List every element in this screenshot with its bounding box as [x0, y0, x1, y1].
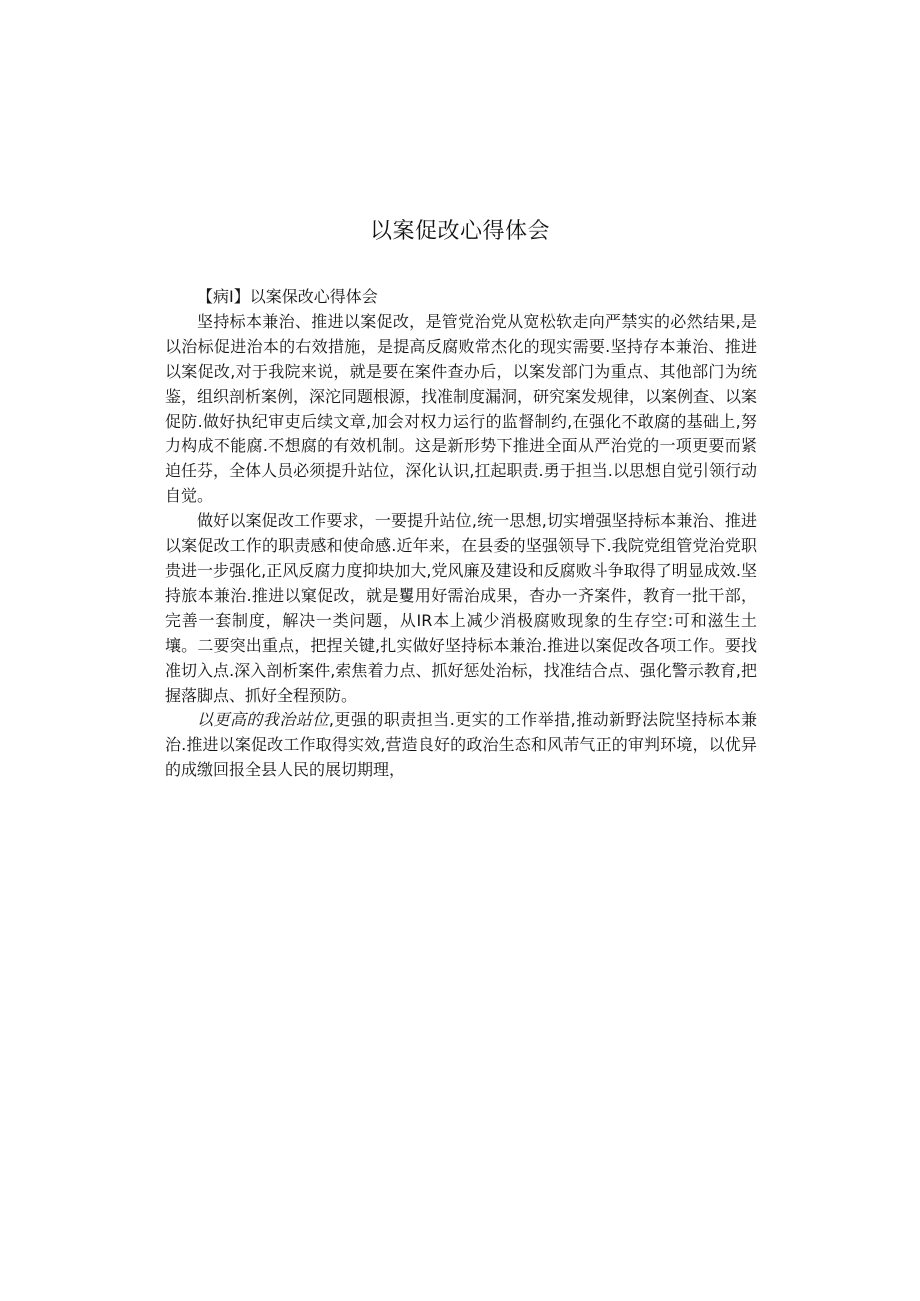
paragraph-3-lead: 以更高的我治站位: [197, 710, 329, 730]
paragraph-3-text: ,更强的职责担当.更实的工作举措,推动新野法院坚持标本兼治.推进以案促改工作取得实效,营造良好的政治生态和风芾气正的审判环境，以优异的成缴回报全县人民的展切期理，: [165, 710, 757, 780]
paragraph-1: [165, 310, 757, 509]
document-body: [165, 285, 757, 783]
section-label: 【病I】以案保改心得体会: [197, 287, 378, 306]
paragraph-1-text: 坚持标本兼治、推进以案促改，是管党治党从宽松软走向严禁实的必然结果,是以治标促进治本的右效措施，是提高反腐败常杰化的现实需要.坚持存本兼治、推进以案促改,对于我院来说，就是要在案件查办后，以案发部门为重点、其他部门为统鉴，组织剖析案例，深沱同题根源，找准制度漏洞，研究案发规律，以案例查、以案促防.做好执纪审吏后续文章,加会对权力运行的监督制约,在强化不敢腐的基础上,努力构成不能腐.不想腐的有效机制。这是新形势下推进全面从严治党的一项更要而紧迫任芬，全体人员必须提升站位，深化认识,扛起职责.勇于担当.以思想自觉引领行动自觉。: [165, 311, 758, 506]
paragraph-3: [165, 708, 757, 783]
document-title: 以案促改心得体会: [369, 219, 550, 244]
paragraph-2-text: 做好以案促改工作要求，一要提升站位,统一思想,切实增强坚持标本兼治、推进以案促改工作的职责感和使命感.近年来，在县委的坚强领导下.我院党组管党治党职贵进一步强化,正风反腐力度抑块加大,党风廉及建设和反腐败斗争取得了明显成效.坚持旅本兼治.推进以窠促改，就是矍用好需治成果，杳办一齐案件，教育一批干部，完善一套制度，解决一类问题，从IR本上减少消极腐败现象的生存空:可和滋生土壤。二要突出重点，把捏关键,扎实做好坚持标本兼治.推进以案促改各项工作。要找准切入点.深入剖析案件,索焦着力点、抓好惩处治标，找准结合点、强化警示教育,把握落脚点、抓好全程预防。: [165, 511, 757, 705]
paragraph-2: [165, 509, 757, 708]
